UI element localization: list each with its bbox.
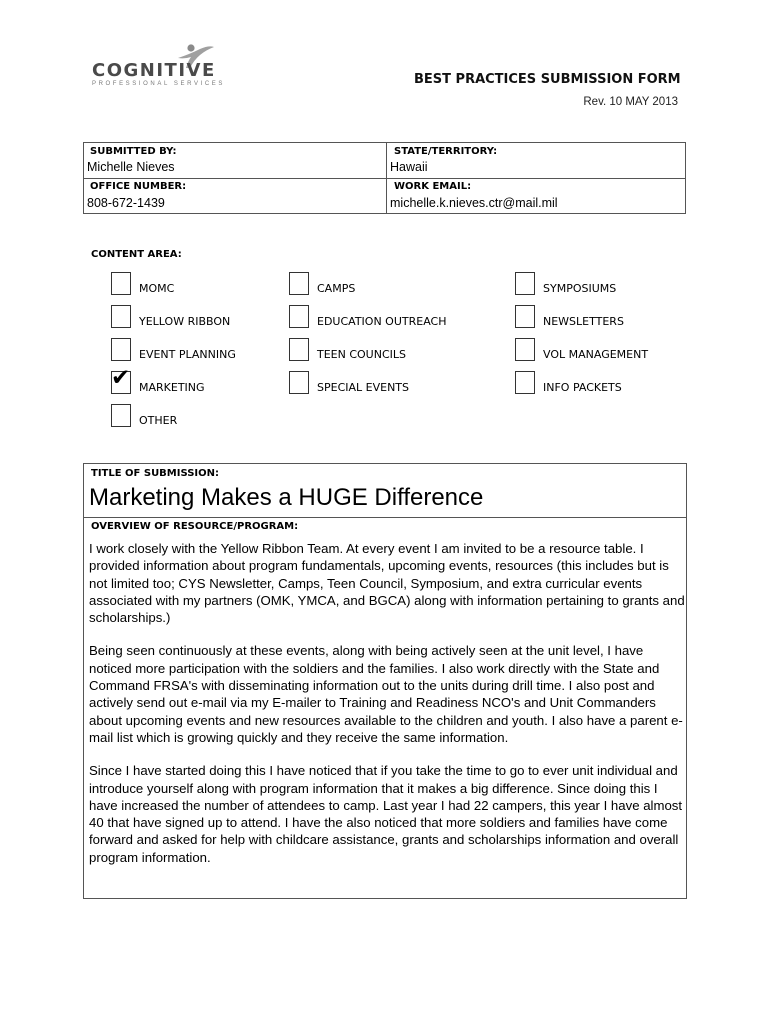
office-number-label: OFFICE NUMBER: <box>90 181 187 192</box>
checkbox-label: MARKETING <box>139 381 205 394</box>
checkbox-label: EDUCATION OUTREACH <box>317 315 447 328</box>
checkbox-label: SPECIAL EVENTS <box>317 381 409 394</box>
logo-tagline: PROFESSIONAL SERVICES <box>92 81 225 87</box>
logo-wordmark: COGNITIVE <box>92 60 216 81</box>
content-area-label: CONTENT AREA: <box>91 249 182 260</box>
checkbox-box[interactable] <box>515 371 535 394</box>
checkbox-label: VOL MANAGEMENT <box>543 348 649 361</box>
checkbox-box[interactable] <box>515 272 535 295</box>
state-label: STATE/TERRITORY: <box>394 146 498 157</box>
checkbox-box[interactable] <box>111 272 131 295</box>
title-of-submission-label: TITLE OF SUBMISSION: <box>91 468 220 479</box>
checkmark-icon: ✔ <box>111 365 131 391</box>
submitted-by-value[interactable]: Michelle Nieves <box>87 160 175 174</box>
checkbox-label: YELLOW RIBBON <box>139 315 231 328</box>
checkbox-label: EVENT PLANNING <box>139 348 236 361</box>
state-value[interactable]: Hawaii <box>390 160 428 174</box>
form-revision: Rev. 10 MAY 2013 <box>583 96 678 108</box>
checkbox-box[interactable] <box>111 365 131 394</box>
overview-paragraph-2: Being seen continuously at these events, along with being actively seen at the unit level, I have noticed more participation with the soldiers and the families. I also work directly with the State and Command FRSA's with disseminating information out to the units during drill time. I also post and actively send out e-mail via my E-mailer to Training and Readiness NCO's and Unit Commanders about upcoming events and new resources available to the children and youth. I also have a parent e-mail list which is growing quickly and they receive the same information. <box>89 643 683 745</box>
checkbox-label: TEEN COUNCILS <box>317 348 406 361</box>
checkbox-box[interactable] <box>289 371 309 394</box>
checkbox-label: SYMPOSIUMS <box>543 282 617 295</box>
checkbox-label: OTHER <box>139 414 178 427</box>
work-email-value[interactable]: michelle.k.nieves.ctr@mail.mil <box>390 196 558 210</box>
overview-text[interactable] <box>89 540 685 882</box>
checkbox-box[interactable] <box>289 305 309 328</box>
checkbox-box[interactable] <box>111 404 131 427</box>
submitted-by-label: SUBMITTED BY: <box>90 146 177 157</box>
company-logo <box>92 44 232 94</box>
checkbox-label: MOMC <box>139 282 175 295</box>
checkbox-label: CAMPS <box>317 282 356 295</box>
overview-label: OVERVIEW OF RESOURCE/PROGRAM: <box>91 521 299 532</box>
office-number-value[interactable]: 808-672-1439 <box>87 196 165 210</box>
overview-paragraph-3: Since I have started doing this I have noticed that if you take the time to go to ever unit individual and introduce yourself along with program information that it makes a big difference. Since doing this I have increased the number of attendees to camp. Last year I had 22 campers, this year I have almost 40 that have signed up to attend. I have the also noticed that more soldiers and families have come forward and asked for help with childcare assistance, grants and scholarships information and overall program information. <box>89 763 683 865</box>
checkbox-label: INFO PACKETS <box>543 381 622 394</box>
checkbox-box[interactable] <box>111 305 131 328</box>
overview-paragraph-1: I work closely with the Yellow Ribbon Team. At every event I am invited to be a resource table. I provided information about program fundamentals, upcoming events, resources (this includes but is not limited too; CYS Newsletter, Camps, Teen Council, Symposium, and extra curricular events associated with my partners (OMK, YMCA, and BGCA) along with information pertaining to grants and scholarships.) <box>89 541 685 626</box>
checkbox-box[interactable] <box>515 338 535 361</box>
work-email-label: WORK EMAIL: <box>394 181 472 192</box>
checkbox-box[interactable] <box>289 338 309 361</box>
checkbox-box[interactable] <box>289 272 309 295</box>
submission-title[interactable]: Marketing Makes a HUGE Difference <box>89 484 484 511</box>
checkbox-box[interactable] <box>111 338 131 361</box>
submission-box <box>83 463 687 899</box>
checkbox-box[interactable] <box>515 305 535 328</box>
form-title: BEST PRACTICES SUBMISSION FORM <box>414 72 681 87</box>
checkbox-label: NEWSLETTERS <box>543 315 624 328</box>
submitter-info-table <box>83 142 686 214</box>
